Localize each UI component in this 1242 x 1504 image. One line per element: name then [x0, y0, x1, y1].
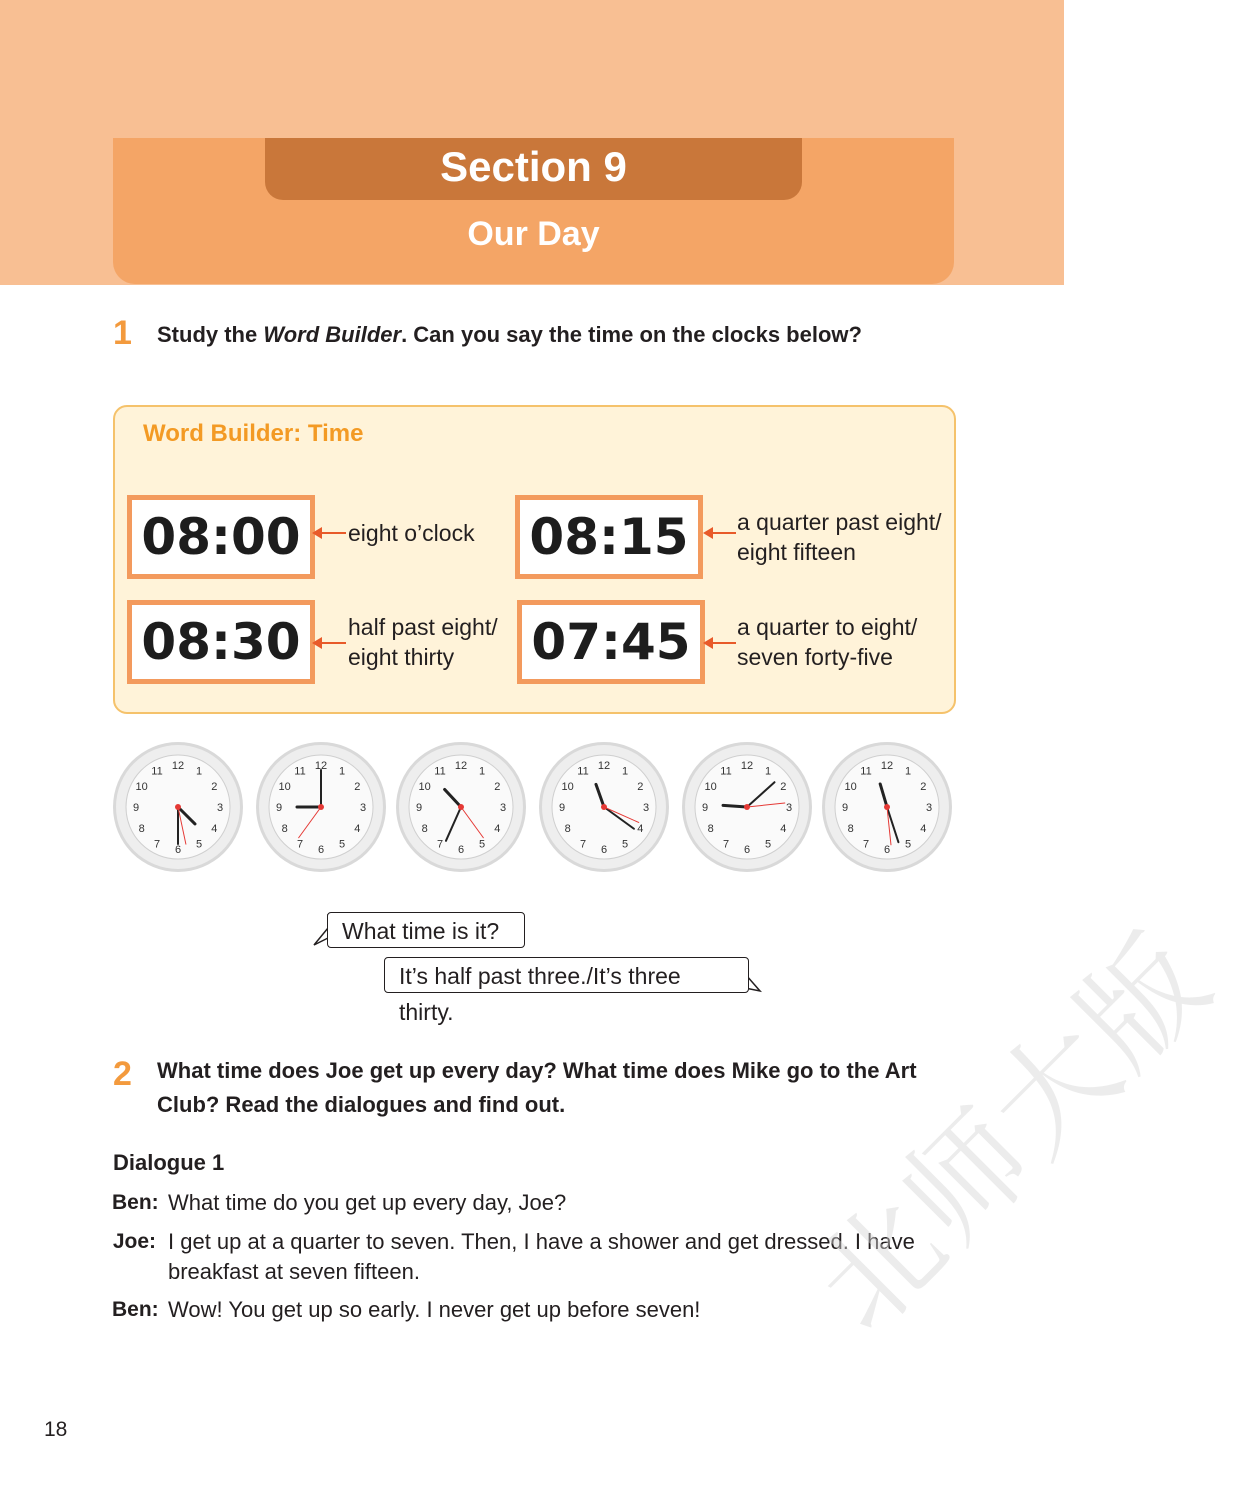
analog-clock-4 — [537, 740, 671, 874]
clock-numeral: 9 — [275, 802, 283, 814]
label-line-2: eight thirty — [348, 644, 455, 670]
dialogue-1-title: Dialogue 1 — [113, 1150, 225, 1175]
analog-clock-2 — [254, 740, 388, 874]
clock-numeral: 3 — [216, 802, 224, 814]
clock-numeral: 5 — [621, 838, 629, 851]
task-2-line-2: Club? Read the dialogues and find out. — [157, 1092, 566, 1117]
arrow-line — [318, 532, 346, 534]
digital-time-0815: 08:15 — [515, 495, 703, 579]
clock-numeral: 4 — [780, 823, 787, 835]
clock-numeral: 11 — [577, 765, 589, 778]
digital-time-0830: 08:30 — [127, 600, 315, 684]
arrow-icon — [703, 527, 713, 539]
clock-numeral: 5 — [478, 838, 486, 851]
clock-numeral: 6 — [174, 844, 182, 856]
clock-numeral: 7 — [862, 838, 870, 851]
clock-numeral: 3 — [499, 802, 507, 814]
word-builder-label — [348, 518, 475, 548]
arrow-icon — [312, 637, 322, 649]
clock-numeral: 12 — [880, 760, 894, 772]
label-line-1: half past eight/ — [348, 614, 498, 640]
clock-numeral: 12 — [597, 760, 611, 772]
page-number: 18 — [44, 1418, 68, 1441]
task-1-text-before: Study the — [157, 322, 264, 347]
arrow-line — [710, 642, 736, 644]
clock-numeral: 7 — [436, 838, 444, 851]
dialogue-line-text: Wow! You get up so early. I never get up before seven! — [168, 1297, 701, 1322]
clock-numeral: 2 — [494, 781, 501, 793]
clock-numeral: 6 — [600, 844, 608, 856]
speaker-label: Joe: — [112, 1230, 156, 1253]
clock-numeral: 6 — [457, 844, 465, 856]
clock-center-pin — [884, 804, 890, 810]
speaker-label: Ben: — [112, 1191, 159, 1214]
clock-numeral: 11 — [434, 765, 446, 778]
clock-numeral: 9 — [558, 802, 566, 814]
clock-numeral: 3 — [925, 802, 933, 814]
word-builder-label — [737, 612, 917, 672]
analog-clock-5 — [680, 740, 814, 874]
clock-numeral: 5 — [904, 838, 912, 851]
task-1-text-italic: Word Builder — [263, 322, 402, 347]
speech-bubble-question: What time is it? — [327, 912, 525, 948]
arrow-icon — [703, 637, 713, 649]
clock-numeral: 7 — [722, 838, 730, 851]
word-builder-label — [348, 612, 498, 672]
clock-center-pin — [458, 804, 464, 810]
label-line-2: seven forty-five — [737, 644, 893, 670]
clock-numeral: 10 — [135, 781, 148, 793]
clock-numeral: 1 — [764, 765, 772, 778]
label-line-1: eight o’clock — [348, 520, 475, 546]
word-builder-title: Word Builder: Time — [143, 420, 364, 447]
clock-numeral: 5 — [338, 838, 346, 851]
analog-clock-1 — [111, 740, 245, 874]
clock-numeral: 2 — [354, 781, 361, 793]
clock-numeral: 8 — [564, 823, 571, 835]
clock-center-pin — [601, 804, 607, 810]
label-line-1: a quarter past eight/ — [737, 509, 942, 535]
clock-numeral: 11 — [151, 765, 163, 778]
clock-numeral: 1 — [904, 765, 912, 778]
speaker-label: Ben: — [112, 1298, 159, 1321]
clock-numeral: 8 — [138, 823, 145, 835]
arrow-line — [318, 642, 346, 644]
clock-numeral: 8 — [421, 823, 428, 835]
clock-numeral: 9 — [841, 802, 849, 814]
clock-center-pin — [744, 804, 750, 810]
section-subtitle: Our Day — [467, 215, 600, 253]
clock-numeral: 9 — [132, 802, 140, 814]
analog-clock-6 — [820, 740, 954, 874]
clock-numeral: 11 — [720, 765, 732, 778]
clock-numeral: 2 — [780, 781, 787, 793]
clock-numeral: 6 — [883, 844, 891, 856]
clock-numeral: 3 — [785, 802, 793, 814]
clock-numeral: 9 — [701, 802, 709, 814]
digital-time-0745: 07:45 — [517, 600, 705, 684]
clock-numeral: 12 — [171, 760, 185, 772]
clock-numeral: 10 — [704, 781, 717, 793]
clock-numeral: 7 — [579, 838, 587, 851]
clock-numeral: 12 — [740, 760, 754, 772]
clock-numeral: 2 — [920, 781, 927, 793]
task-number-2: 2 — [113, 1055, 132, 1093]
section-title: Section 9 — [440, 143, 627, 190]
clock-numeral: 12 — [314, 760, 328, 772]
clock-numeral: 3 — [359, 802, 367, 814]
clock-numeral: 11 — [294, 765, 306, 778]
clock-numeral: 7 — [296, 838, 304, 851]
dialogue-line-text: What time do you get up every day, Joe? — [168, 1190, 567, 1215]
clock-center-pin — [318, 804, 324, 810]
task-1-text-after: . Can you say the time on the clocks below? — [401, 322, 862, 347]
label-line-2: eight fifteen — [737, 539, 856, 565]
clock-numeral: 7 — [153, 838, 161, 851]
clock-numeral: 10 — [844, 781, 857, 793]
clock-numeral: 2 — [637, 781, 644, 793]
clock-numeral: 11 — [860, 765, 872, 778]
arrow-icon — [312, 527, 322, 539]
clock-numeral: 5 — [764, 838, 772, 851]
clock-numeral: 10 — [418, 781, 431, 793]
dialogue-line-continued: breakfast at seven fifteen. — [168, 1259, 420, 1284]
clock-numeral: 8 — [707, 823, 714, 835]
clock-numeral: 1 — [195, 765, 203, 778]
clock-numeral: 10 — [278, 781, 291, 793]
speech-bubble-answer: It’s half past three./It’s three thirty. — [384, 957, 749, 993]
word-builder-label — [737, 507, 942, 567]
clock-numeral: 4 — [494, 823, 501, 835]
clock-numeral: 4 — [354, 823, 361, 835]
clock-numeral: 1 — [478, 765, 486, 778]
clock-numeral: 4 — [211, 823, 218, 835]
clock-numeral: 9 — [415, 802, 423, 814]
clock-numeral: 12 — [454, 760, 468, 772]
clock-numeral: 4 — [920, 823, 927, 835]
hour-hand — [723, 805, 747, 807]
clock-numeral: 4 — [637, 823, 644, 835]
clock-numeral: 1 — [621, 765, 629, 778]
clock-center-pin — [175, 804, 181, 810]
clock-numeral: 8 — [847, 823, 854, 835]
watermark: 北师大版 — [789, 908, 1239, 1358]
clock-numeral: 10 — [561, 781, 574, 793]
clock-numeral: 1 — [338, 765, 346, 778]
label-line-1: a quarter to eight/ — [737, 614, 918, 640]
task-number-1: 1 — [113, 314, 132, 352]
clock-numeral: 3 — [642, 802, 650, 814]
clock-numeral: 6 — [317, 844, 325, 856]
task-2-line-1: What time does Joe get up every day? What time does Mike go to the Art — [157, 1058, 917, 1083]
arrow-line — [710, 532, 736, 534]
task-1-instruction — [157, 318, 862, 352]
clock-numeral: 2 — [211, 781, 218, 793]
task-2-instruction — [157, 1054, 957, 1122]
clock-numeral: 6 — [743, 844, 751, 856]
clock-numeral: 5 — [195, 838, 203, 851]
dialogue-line-text: I get up at a quarter to seven. Then, I have a shower and get dressed. I have — [168, 1229, 915, 1254]
clock-numeral: 8 — [281, 823, 288, 835]
analog-clock-3 — [394, 740, 528, 874]
digital-time-0800: 08:00 — [127, 495, 315, 579]
